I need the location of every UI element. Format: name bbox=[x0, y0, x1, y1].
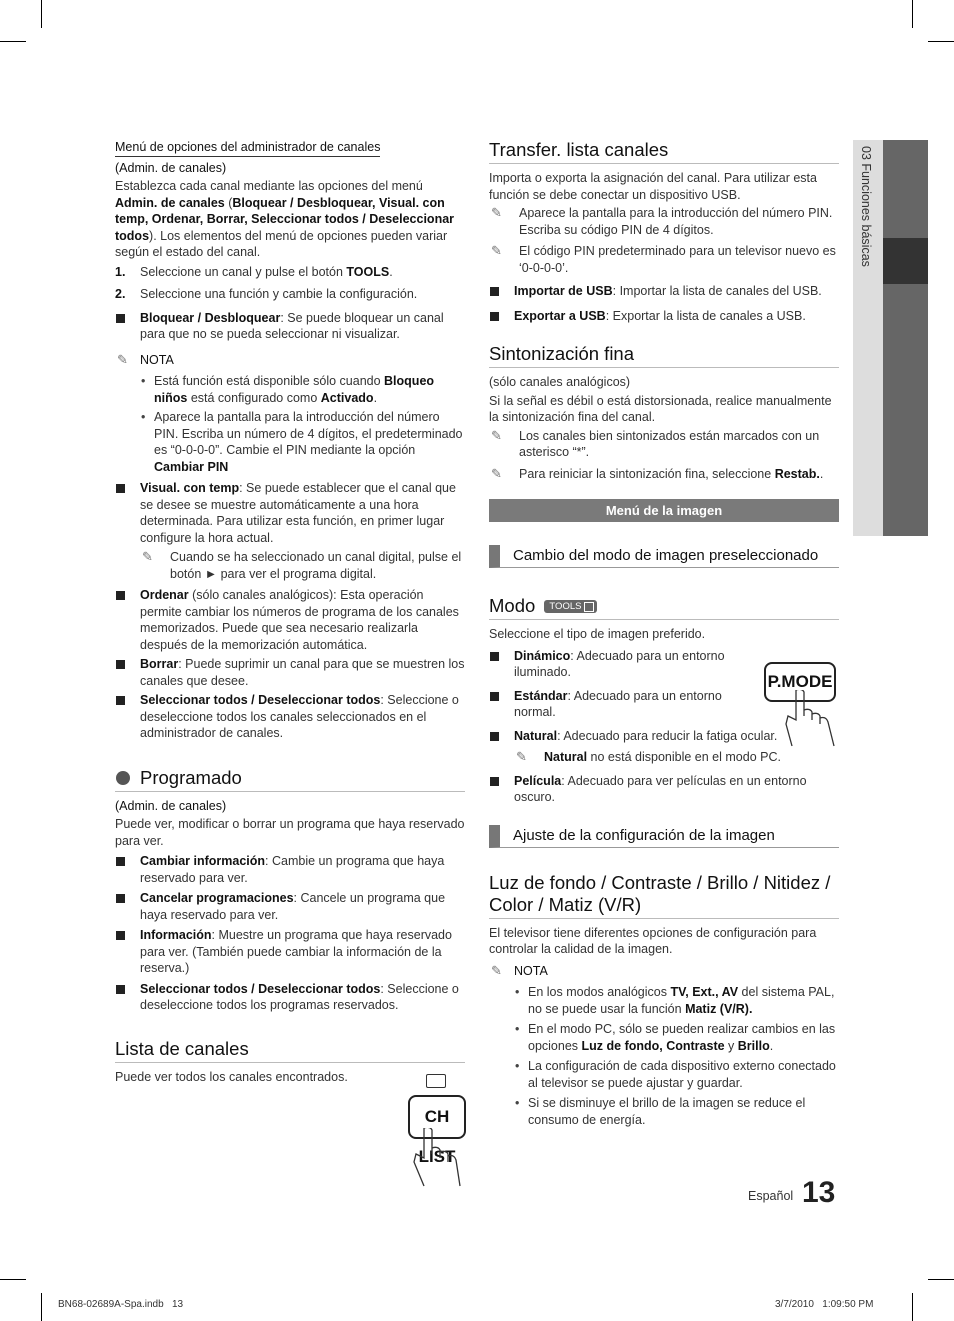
side-tab-dark bbox=[883, 140, 928, 536]
menu-heading: Menú de opciones del administrador de canales bbox=[115, 139, 380, 157]
note-item: ✎ Los canales bien sintonizados están marcados con un asterisco “*”. bbox=[491, 427, 820, 459]
luz-text: El televisor tiene diferentes opciones de configuración para controlar la calidad de la imagen. bbox=[489, 925, 817, 956]
note-item: • En el modo PC, sólo se pueden realizar cambios en las opciones Luz de fondo, Contraste y Brillo. bbox=[514, 1021, 839, 1054]
lista-text: Puede ver todos los canales encontrados. bbox=[115, 1069, 348, 1084]
list-item: Dinámico: Adecuado para un entorno iluminado. bbox=[489, 648, 739, 681]
list-item: Seleccionar todos / Deseleccionar todos: Seleccione o deseleccione todos los canales seleccionados en el administrador de canales. bbox=[115, 692, 465, 742]
pencil-icon: ✎ bbox=[491, 243, 502, 258]
modo-text: Seleccione el tipo de imagen preferido. bbox=[489, 627, 706, 641]
list-item: Cambiar información: Cambie un programa que haya reservado para ver. bbox=[115, 853, 465, 886]
pencil-icon: ✎ bbox=[142, 549, 153, 564]
sint-text: Si la señal es débil o está distorsionada, realice manualmente la sintonización fina del canal. bbox=[489, 393, 832, 424]
list-item: Ordenar (sólo canales analógicos): Esta operación permite cambiar los números de programa de los canales memorizados. Puede que sea necesario realizarla después de la memorización automática. bbox=[115, 587, 465, 653]
note-item: • La configuración de cada dispositivo externo conectado al televisor se puede ajustar y guardar. bbox=[514, 1058, 839, 1091]
intro-text: Establezca cada canal mediante las opciones del menú Admin. de canales (Bloquear / Desbloquear, Visual. con temp, Ordenar, Borrar, Seleccionar todos / Deseleccionar todos). Los elementos del menú de opciones pueden variar según el estado del canal. bbox=[115, 179, 455, 259]
list-item: Seleccionar todos / Deseleccionar todos: Seleccione o deseleccione todos los programas reservados. bbox=[115, 981, 465, 1014]
list-item: Natural: Adecuado para reducir la fatiga ocular. bbox=[489, 728, 839, 745]
section-title-lista: Lista de canales bbox=[115, 1038, 465, 1063]
footer-language: Español bbox=[748, 1189, 794, 1203]
list-item: Información: Muestre un programa que haya reservado para ver. (También puede cambiar la información de la reserva.) bbox=[115, 927, 465, 977]
note-item: ✎ Aparece la pantalla para la introducción del número PIN. Escriba su código PIN de 4 dígitos. bbox=[491, 205, 833, 237]
note-item: ✎ Natural no está disponible en el modo PC. bbox=[516, 749, 781, 764]
tools-badge: TOOLS bbox=[544, 600, 597, 613]
section-title-modo: Modo TOOLS bbox=[489, 595, 839, 620]
left-column bbox=[115, 139, 465, 1085]
note-item: ✎ Cuando se ha seleccionado un canal digital, pulse el botón ► para ver el programa digital. bbox=[142, 549, 462, 581]
nota-heading: ✎ NOTA bbox=[117, 351, 174, 367]
pencil-icon: ✎ bbox=[516, 749, 527, 764]
pencil-icon: ✎ bbox=[491, 205, 502, 220]
step-1: 1. Seleccione un canal y pulse el botón TOOLS. bbox=[115, 264, 393, 279]
list-item: Estándar: Adecuado para un entorno normal. bbox=[489, 688, 739, 721]
side-tab-marker bbox=[883, 238, 928, 284]
admin-label: (Admin. de canales) bbox=[115, 798, 227, 813]
footer-date: 3/7/2010 1:09:50 PM bbox=[775, 1299, 874, 1310]
list-item: Bloquear / Desbloquear: Se puede bloquear un canal para que no se pueda seleccionar ni visualizar. bbox=[115, 310, 465, 343]
chlist-button: CH LIST bbox=[408, 1095, 466, 1139]
section-bar-menu-imagen: Menú de la imagen bbox=[489, 499, 839, 522]
section-title-programado: Programado bbox=[115, 767, 465, 792]
note-item: ✎ Para reiniciar la sintonización fina, seleccione Restab.. bbox=[491, 465, 824, 481]
step-2: 2. Seleccione una función y cambie la configuración. bbox=[115, 287, 418, 301]
sint-sub: (sólo canales analógicos) bbox=[489, 375, 631, 389]
pointing-hand-icon bbox=[782, 690, 840, 750]
note-item: • Aparece la pantalla para la introducción del número PIN. Escriba un número de 4 dígitos, el predeterminado es “0-0-0-0”. Cambie el PIN mediante la opción Cambiar PIN bbox=[140, 409, 465, 475]
timer-icon bbox=[116, 771, 130, 785]
admin-label: (Admin. de canales) bbox=[115, 160, 227, 175]
note-item: • Si se disminuye el brillo de la imagen se reduce el consumo de energía. bbox=[514, 1095, 839, 1128]
pencil-icon: ✎ bbox=[491, 962, 502, 978]
pointing-hand-icon bbox=[410, 1128, 468, 1188]
transfer-text: Importa o exporta la asignación del canal. Para utilizar esta función se debe conectar un dispositivo USB. bbox=[489, 171, 817, 202]
list-item: Visual. con temp: Se puede establecer que el canal que se desee se muestre automáticamente a una hora determinada. Para utilizar esta función, en primer lugar configure la hora actual. bbox=[115, 480, 465, 546]
subsection-title-ajuste: Ajuste de la configuración de la imagen bbox=[489, 825, 839, 848]
pencil-icon: ✎ bbox=[491, 427, 502, 443]
page-number: 13 bbox=[802, 1176, 836, 1209]
section-title-transfer: Transfer. lista canales bbox=[489, 139, 839, 164]
note-item: • Está función está disponible sólo cuando Bloqueo niños está configurado como Activado. bbox=[140, 373, 465, 406]
chlist-menu-icon bbox=[426, 1074, 446, 1088]
section-title-sintonizacion: Sintonización fina bbox=[489, 343, 839, 368]
list-item: Exportar a USB: Exportar la lista de canales a USB. bbox=[489, 308, 839, 325]
tools-icon bbox=[584, 602, 594, 612]
right-column bbox=[489, 139, 839, 1128]
list-item: Borrar: Puede suprimir un canal para que se muestren los canales que desee. bbox=[115, 656, 465, 689]
note-item: ✎ El código PIN predeterminado para un televisor nuevo es ‘0-0-0-0’. bbox=[491, 243, 836, 275]
list-item: Película: Adecuado para ver películas en un entorno oscuro. bbox=[489, 773, 839, 806]
note-item: • En los modos analógicos TV, Ext., AV del sistema PAL, no se puede usar la función Matiz (V/R). bbox=[514, 984, 839, 1017]
footer-file: BN68-02689A-Spa.indb 13 bbox=[58, 1299, 184, 1310]
pencil-icon: ✎ bbox=[117, 351, 128, 367]
nota-heading: ✎ NOTA bbox=[491, 962, 548, 978]
pmode-button: P.MODE bbox=[764, 662, 836, 702]
side-tab-label: 03 Funciones básicas bbox=[859, 146, 873, 267]
subsection-title-cambio: Cambio del modo de imagen preseleccionado bbox=[489, 545, 839, 568]
list-item: Cancelar programaciones: Cancele un programa que haya reservado para ver. bbox=[115, 890, 465, 923]
list-item: Importar de USB: Importar la lista de canales del USB. bbox=[489, 283, 839, 300]
section-title-luz: Luz de fondo / Contraste / Brillo / Nitidez / Color / Matiz (V/R) bbox=[489, 872, 839, 919]
prog-intro: Puede ver, modificar o borrar un programa que haya reservado para ver. bbox=[115, 817, 465, 848]
pencil-icon: ✎ bbox=[491, 465, 502, 481]
